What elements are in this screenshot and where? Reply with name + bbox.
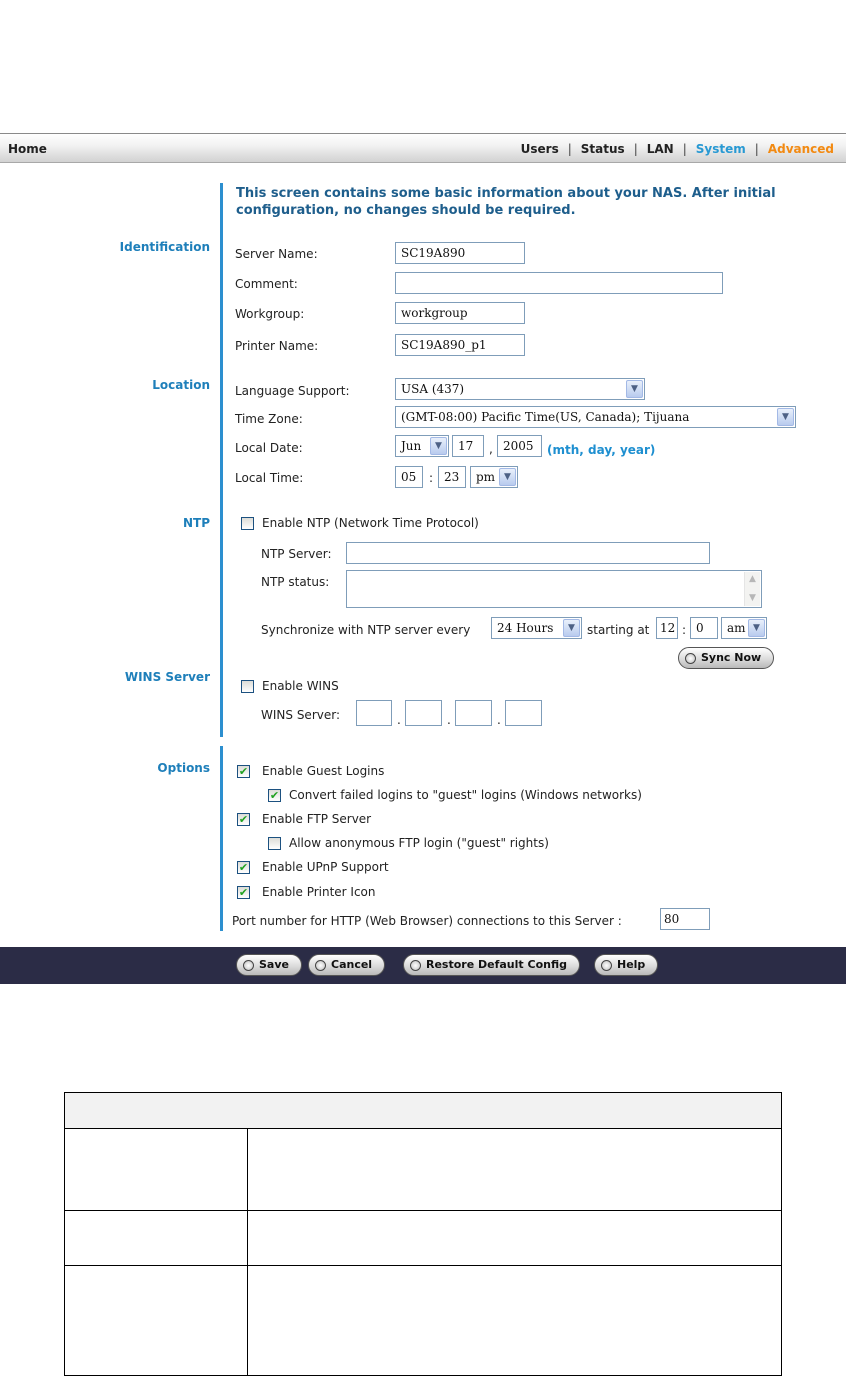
ntp-start-hour-input[interactable]: 12 [656, 617, 678, 639]
section-location: Location [152, 378, 210, 392]
table-cell [248, 1266, 782, 1376]
nav-status-link[interactable]: Status [580, 142, 625, 156]
ntp-enable-label: Enable NTP (Network Time Protocol) [262, 516, 479, 530]
table-row [65, 1129, 782, 1211]
comment-label: Comment: [235, 277, 298, 291]
language-select[interactable] [395, 378, 645, 400]
guest-logins-label: Enable Guest Logins [262, 764, 385, 778]
wins-octet-1-input[interactable] [356, 700, 392, 726]
wins-octet-4-input[interactable] [505, 700, 542, 726]
section-ntp: NTP [182, 516, 210, 530]
nav-home-link[interactable]: Home [8, 142, 47, 156]
section-wins-server: WINS Server [124, 670, 210, 684]
help-button[interactable]: Help [594, 954, 658, 976]
comment-input[interactable] [395, 272, 723, 294]
wins-octet-3-input[interactable] [455, 700, 492, 726]
check-icon: ✔ [238, 813, 249, 826]
upnp-label: Enable UPnP Support [262, 860, 389, 874]
table-cell [65, 1266, 248, 1376]
http-port-label: Port number for HTTP (Web Browser) connections to this Server : [232, 914, 622, 928]
nav-separator: | [567, 142, 572, 156]
nav-advanced-link[interactable]: Advanced [767, 142, 834, 156]
chevron-down-icon: ▼ [748, 619, 765, 637]
ntp-starting-label: starting at [587, 623, 650, 637]
scroll-down-icon[interactable]: ▼ [749, 593, 756, 603]
ftp-server-checkbox[interactable] [237, 813, 250, 826]
ntp-interval-value: 24 Hours [497, 621, 554, 635]
ampm-value: pm [476, 470, 496, 484]
local-time-label: Local Time: [235, 471, 304, 485]
nav-system-link[interactable]: System [695, 142, 746, 156]
nav-separator: | [682, 142, 687, 156]
nav-separator: | [633, 142, 638, 156]
table-cell [65, 1129, 248, 1211]
check-icon: ✔ [269, 789, 280, 802]
wins-dot: . [397, 713, 401, 727]
table-row [65, 1266, 782, 1376]
cancel-button[interactable]: Cancel [308, 954, 385, 976]
anonymous-ftp-checkbox[interactable] [268, 837, 281, 850]
ntp-enable-checkbox[interactable] [241, 517, 254, 530]
table-header-row [65, 1093, 782, 1129]
chevron-down-icon: ▼ [777, 408, 794, 426]
wins-enable-label: Enable WINS [262, 679, 339, 693]
sync-now-button[interactable]: Sync Now [678, 647, 774, 669]
ampm-select[interactable] [470, 466, 518, 488]
server-name-label: Server Name: [235, 247, 318, 261]
wins-dot: . [447, 713, 451, 727]
chevron-down-icon: ▼ [430, 437, 447, 455]
workgroup-label: Workgroup: [235, 307, 305, 321]
ntp-start-ampm-select[interactable] [721, 617, 767, 639]
scroll-up-icon[interactable]: ▲ [749, 574, 756, 584]
ntp-start-colon: : [682, 623, 687, 637]
section-divider [220, 183, 223, 737]
section-divider [220, 746, 223, 931]
ntp-start-minute-input[interactable]: 0 [690, 617, 718, 639]
timezone-value: (GMT-08:00) Pacific Time(US, Canada); Tijuana [401, 410, 690, 424]
ntp-start-ampm-value: am [727, 621, 746, 635]
server-name-input[interactable]: SC19A890 [395, 242, 525, 264]
table-header-cell [65, 1093, 782, 1129]
hour-input[interactable]: 05 [395, 466, 423, 488]
check-icon: ✔ [238, 765, 249, 778]
printer-name-label: Printer Name: [235, 339, 319, 353]
ntp-server-label: NTP Server: [261, 547, 332, 561]
ntp-server-input[interactable] [346, 542, 710, 564]
nav-separator: | [754, 142, 759, 156]
anonymous-ftp-label: Allow anonymous FTP login ("guest" rights) [289, 836, 549, 850]
http-port-input[interactable]: 80 [660, 908, 710, 930]
table-row [65, 1211, 782, 1266]
ntp-status-scrollbar[interactable] [744, 572, 760, 606]
timezone-label: Time Zone: [235, 412, 303, 426]
convert-failed-logins-label: Convert failed logins to "guest" logins (Windows networks) [289, 788, 642, 802]
language-label: Language Support: [235, 384, 350, 398]
guest-logins-checkbox[interactable] [237, 765, 250, 778]
upnp-checkbox[interactable] [237, 861, 250, 874]
nav-users-link[interactable]: Users [520, 142, 559, 156]
ntp-status-textarea[interactable] [346, 570, 762, 608]
top-nav-bar [0, 133, 846, 163]
table-cell [248, 1211, 782, 1266]
day-input[interactable]: 17 [452, 435, 484, 457]
printer-icon-label: Enable Printer Icon [262, 885, 376, 899]
local-date-label: Local Date: [235, 441, 303, 455]
restore-default-config-button[interactable]: Restore Default Config [403, 954, 580, 976]
workgroup-input[interactable]: workgroup [395, 302, 525, 324]
minute-input[interactable]: 23 [438, 466, 466, 488]
description-table [64, 1092, 782, 1376]
date-format-hint: (mth, day, year) [547, 443, 656, 457]
month-select[interactable] [395, 435, 449, 457]
wins-octet-2-input[interactable] [405, 700, 442, 726]
month-value: Jun [401, 439, 422, 453]
ntp-status-label: NTP status: [261, 575, 330, 589]
convert-failed-logins-checkbox[interactable] [268, 789, 281, 802]
section-options: Options [157, 761, 210, 775]
check-icon: ✔ [238, 886, 249, 899]
year-input[interactable]: 2005 [497, 435, 542, 457]
wins-enable-checkbox[interactable] [241, 680, 254, 693]
wins-server-label: WINS Server: [261, 708, 340, 722]
save-button[interactable]: Save [236, 954, 302, 976]
printer-name-input[interactable]: SC19A890_p1 [395, 334, 525, 356]
ntp-interval-select[interactable] [491, 617, 582, 639]
nav-lan-link[interactable]: LAN [646, 142, 674, 156]
printer-icon-checkbox[interactable] [237, 886, 250, 899]
timezone-select[interactable] [395, 406, 796, 428]
ntp-sync-label: Synchronize with NTP server every [261, 623, 471, 637]
nav-links [521, 142, 834, 156]
chevron-down-icon: ▼ [499, 468, 516, 486]
date-comma: , [489, 442, 493, 456]
check-icon: ✔ [238, 861, 249, 874]
chevron-down-icon: ▼ [626, 380, 643, 398]
intro-text: This screen contains some basic information about your NAS. After initial configuration, no changes should be required. [236, 186, 776, 218]
wins-dot: . [497, 713, 501, 727]
time-colon: : [429, 471, 434, 485]
ftp-server-label: Enable FTP Server [262, 812, 372, 826]
language-value: USA (437) [401, 382, 465, 396]
chevron-down-icon: ▼ [563, 619, 580, 637]
section-identification: Identification [119, 240, 210, 254]
table-cell [65, 1211, 248, 1266]
table-cell [248, 1129, 782, 1211]
